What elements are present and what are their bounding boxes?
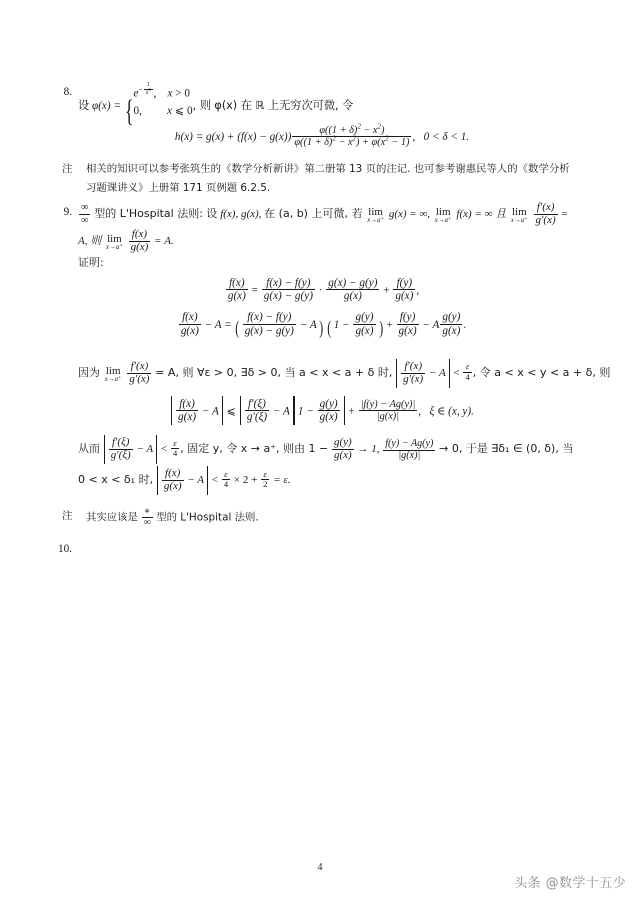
hence-abs-fraction: [109, 437, 133, 462]
list-item-9: [52, 202, 592, 271]
hence-to-2: → 0, 于是 ∃δ₁ ∈ (0, δ), 当: [439, 442, 574, 456]
limit-2-under: x→a⁺: [434, 216, 452, 224]
hence-abs-tail: − A: [136, 443, 154, 456]
eq2-t4-num: g(y): [442, 311, 461, 324]
eq3-a2-den: g′(ξ): [246, 410, 268, 423]
paragraph-hence-line-2: [78, 466, 592, 495]
hence-fraction-1: [332, 437, 354, 462]
eq3-comma: ,: [418, 404, 422, 417]
limit-4-under: x→a⁺: [105, 243, 123, 251]
eq2-plus: +: [386, 318, 393, 331]
hx-frac-numerator: $\varphi((1 + \delta)^2 - x^2)$: [319, 122, 385, 137]
limit-3: [511, 207, 528, 225]
eq3-a1-fraction: [176, 398, 198, 423]
eq3-t-den: |g(x)|: [359, 410, 418, 422]
infty-den-2: ∞: [143, 517, 151, 529]
eq3-a3-den: g(x): [319, 410, 338, 423]
limit-2-expr: f(x) = ∞ 且: [456, 208, 507, 221]
watermark: 头条 @数学十五少: [514, 876, 626, 891]
hence-f2-num: f(y) − Ag(y): [385, 437, 434, 449]
proof-label: 证明:: [78, 255, 104, 269]
hence2-abs-den: g(x): [163, 479, 182, 492]
because-limit-under: x→a⁺: [104, 375, 122, 383]
hence2-abs-tail: − A: [187, 474, 204, 487]
hence-eps-den: 4: [172, 448, 178, 459]
eq3-a2-tail: − A: [272, 404, 290, 417]
note-marker: 注: [62, 162, 73, 175]
because-abs-fraction: [401, 361, 425, 386]
hence-lt: <: [160, 443, 168, 456]
item-8-body: [78, 82, 592, 129]
hence2-eps2-num: ε: [263, 468, 267, 479]
left-paren-1: (: [234, 317, 239, 339]
eq3-a2-fraction: [245, 398, 269, 423]
hence2-abs-fraction: [162, 468, 184, 493]
hence-f1-den: g(x): [334, 449, 352, 462]
eq2-p1-num: f(x) − f(y): [247, 311, 292, 324]
hence2-times: × 2 +: [233, 474, 258, 487]
hence2-lt: <: [211, 474, 218, 487]
note-8-line-1: 相关的知识可以参考张筑生的《数学分析新讲》第二册第 13 页的注记. 也可参考谢惠民等人的《数学分析: [86, 162, 570, 175]
star-over-infinity: [142, 507, 153, 529]
hence2-eps1-num: ε: [224, 468, 228, 479]
eq2-term-3: [397, 311, 419, 336]
eq2-t4-den: g(x): [442, 324, 461, 337]
eq1-tail: ,: [416, 284, 420, 297]
hence-mid: , 固定 y, 令 x → a⁺, 则由 1 −: [180, 442, 329, 456]
limit-1-expr: g(x) = ∞,: [388, 208, 431, 221]
limit-4-den: g(x): [130, 240, 149, 253]
item-9-statement-line-2: [78, 229, 592, 254]
eq3-a3-fraction: [318, 398, 340, 423]
limit-3-den: g′(x): [535, 213, 556, 226]
eq1-t1-num: f(x) − f(y): [266, 277, 311, 289]
note-8-body: [86, 160, 592, 199]
case-row-2: 0, x ⩽ 0: [133, 104, 193, 117]
note-9-suffix: 型的 L'Hospital 法则.: [156, 511, 259, 524]
case-brace-icon: {: [124, 94, 134, 129]
hence2-epsilon-fraction-2: [261, 470, 269, 490]
eq2-lhs-num: f(x): [182, 311, 198, 324]
limit-2: [435, 207, 452, 225]
eq3-abs-3: [294, 396, 345, 426]
eq2-lhs-den: g(x): [180, 324, 199, 337]
infty-den: ∞: [81, 214, 89, 226]
eq3-plus: +: [348, 404, 355, 417]
eq1-t2-num: g(x) − g(y): [328, 277, 378, 289]
list-item-8: [52, 82, 592, 129]
limit-3-fraction: [534, 202, 558, 227]
item-9-line2-prefix: A, 则: [78, 234, 102, 247]
limit-3-num: f′(x): [536, 201, 555, 213]
limit-4-fraction: [129, 229, 151, 254]
item-8-tail: , 则 φ(x) 在 ℝ 上无穷次可微, 令: [192, 99, 354, 113]
right-paren-1: ): [319, 317, 324, 339]
hence2-eps2-den: 2: [263, 479, 268, 490]
limit-2-op: lim: [435, 205, 451, 218]
hence2-eps1-den: 4: [223, 479, 229, 490]
eq1-dot: ·: [318, 284, 323, 297]
because-abs-num: f′(x): [404, 359, 422, 372]
note-8-line-2: 习题课讲义》上册第 171 页例题 6.2.5.: [86, 181, 271, 194]
eq3-t-num: |f(y) − Ag(y)|: [360, 399, 416, 411]
because-eps-num: ε: [465, 361, 470, 372]
item-9-interval: 在 (a, b) 上可微, 若: [264, 207, 363, 221]
eq2-p2-lead: 1 −: [333, 318, 350, 331]
eq3-a1-num: f(x): [179, 397, 195, 410]
eq2-minus-a-2: − A: [422, 318, 440, 331]
hence2-tail: = ε.: [273, 474, 291, 487]
because-eps-den: 4: [465, 371, 470, 382]
hx-comma: ,: [412, 130, 416, 143]
hx-fraction: [292, 122, 411, 149]
limit-1-op: lim: [368, 205, 383, 218]
page-number: 4: [317, 862, 323, 873]
because-abs-tail: − A: [428, 366, 446, 379]
eq3-a2-num: f′(ξ): [248, 397, 266, 410]
item-9-funcs: f(x), g(x),: [220, 208, 262, 221]
because-lead: 因为: [78, 365, 100, 379]
left-paren-2: (: [326, 317, 331, 339]
hx-condition: 0 < δ < 1.: [423, 130, 470, 143]
eq3-a3-num: g(y): [319, 397, 338, 410]
because-abs: [396, 359, 450, 388]
proof-equation-3: [52, 396, 592, 426]
eq2-p2-den: g(x): [355, 324, 374, 337]
eq3-term-fraction: [359, 399, 418, 422]
eq1-equals: =: [251, 284, 258, 297]
limit-1-under: x→a⁺: [367, 216, 385, 224]
hence-f2-den: |g(x)|: [383, 450, 435, 462]
eq2-term-4: [440, 311, 462, 336]
limit-3-op: lim: [512, 205, 527, 218]
page-content: [52, 82, 611, 556]
eq1-t3-den: g(x): [395, 290, 414, 303]
eq2-lhs: [179, 311, 201, 336]
proof-equation-1: [52, 277, 592, 303]
paragraph-because: [78, 359, 611, 388]
eq2-p1-den: g(x) − g(y): [244, 324, 294, 337]
because-limit: [105, 366, 122, 384]
eq1-lhs-num: f(x): [229, 277, 245, 289]
because-epsilon-fraction: [463, 362, 471, 382]
eq2-t3-den: g(x): [398, 324, 417, 337]
limit-1: [367, 207, 384, 225]
eq1-lhs: [226, 277, 248, 302]
limit-3-eq: =: [561, 208, 568, 221]
because-eq-a: = A, 则 ∀ε > 0, ∃δ > 0, 当 a < x < a + δ 时,: [155, 365, 393, 379]
eq1-term-2: [326, 277, 379, 302]
item-number-8: 8.: [63, 86, 72, 98]
hence2-lead: 0 < x < δ₁ 时,: [78, 473, 154, 487]
item-number-10: 10.: [58, 543, 72, 556]
item-8-lead: 设: [78, 99, 90, 113]
note-item-8: [62, 160, 592, 199]
eq2-tail: .: [463, 318, 467, 331]
eq2-p2-num: g(y): [355, 311, 374, 324]
because-lim-den: g′(x): [129, 372, 150, 385]
infty-num: ∞: [81, 202, 89, 214]
eq3-a1-tail: − A: [201, 404, 219, 417]
note-item-9: [62, 507, 592, 529]
limit-4: [106, 234, 123, 252]
hx-lhs: h(x) = g(x) + (f(x) − g(x)): [174, 130, 292, 143]
item-number-9: 9.: [63, 206, 72, 218]
eq1-t3-num: f(y): [396, 277, 413, 289]
infinity-over-infinity: [79, 202, 90, 226]
eq2-minus-a: − A =: [204, 318, 232, 331]
eq3-le: ⩽: [226, 404, 237, 417]
eq3-abs-2: [240, 396, 294, 426]
proof-equation-2: [52, 309, 592, 349]
hence-f1-num: g(y): [334, 436, 352, 449]
hence-eps-num: ε: [173, 437, 177, 448]
hence-to-1: → 1,: [357, 443, 380, 456]
hx-frac-denominator: $\varphi((1 + \delta)^2 - x^2) + \varphi(x^2 - 1)$: [294, 134, 410, 149]
paragraph-hence-line-1: [78, 435, 592, 464]
eq1-plus: +: [383, 284, 390, 297]
eq2-p2-fraction: [353, 311, 375, 336]
limit-3-under: x→a⁺: [510, 216, 528, 224]
hence-abs: [104, 435, 157, 464]
hence2-epsilon-fraction-1: [222, 470, 230, 490]
hence-fraction-2: [383, 439, 435, 462]
star-num: ∗: [143, 505, 151, 517]
eq3-a3-lead: 1 −: [297, 404, 314, 417]
hence-abs-den: g′(ξ): [110, 449, 131, 462]
because-tail: , 令 a < x < y < a + δ, 则: [472, 365, 611, 379]
hence-lead: 从而: [78, 442, 100, 456]
hence2-abs: [157, 466, 208, 495]
right-paren-2: ): [379, 317, 384, 339]
hence-abs-num: f′(ξ): [111, 436, 130, 449]
case-row-1: $e^{- \frac{1}{x^2}}$ , x > 0: [133, 82, 190, 100]
eq1-term-1: [262, 277, 315, 302]
because-lt: <: [453, 366, 460, 379]
limit-4-eq: = A.: [154, 234, 174, 247]
because-lim-num: f′(x): [130, 359, 149, 372]
eq3-abs-1: [171, 396, 223, 426]
note-9-body: [86, 507, 592, 529]
item-9-body: [78, 202, 592, 271]
eq3-xi-condition: ξ ∈ (x, y).: [429, 404, 474, 417]
item-9-statement-line-1: [78, 202, 592, 227]
eq2-p1-tail: − A: [299, 318, 317, 331]
hence-epsilon-fraction: [171, 439, 179, 459]
note-9-marker: 注: [62, 509, 73, 522]
eq1-t1-den: g(x) − g(y): [263, 290, 313, 303]
item-8-display-equation: [52, 122, 592, 149]
eq3-a1-den: g(x): [178, 410, 197, 423]
eq1-term-3: [393, 277, 415, 302]
eq1-lhs-den: g(x): [227, 290, 246, 303]
limit-4-op: lim: [107, 232, 122, 245]
item-9-statement-prefix: 型的 L'Hospital 法则: 设: [94, 207, 218, 221]
hence2-abs-num: f(x): [165, 467, 181, 480]
because-limit-op: lim: [105, 364, 121, 377]
because-abs-den: g′(x): [403, 372, 424, 385]
eq2-t3-num: f(y): [399, 311, 416, 324]
piecewise-cases: [133, 82, 192, 120]
eq2-p1-fraction: [243, 311, 296, 336]
item-8-function: φ(x) =: [92, 100, 121, 113]
eq1-t2-den: g(x): [326, 289, 379, 302]
limit-4-num: f(x): [131, 227, 148, 240]
note-9-prefix: 其实应该是: [86, 511, 138, 524]
because-limit-fraction: [127, 361, 151, 386]
